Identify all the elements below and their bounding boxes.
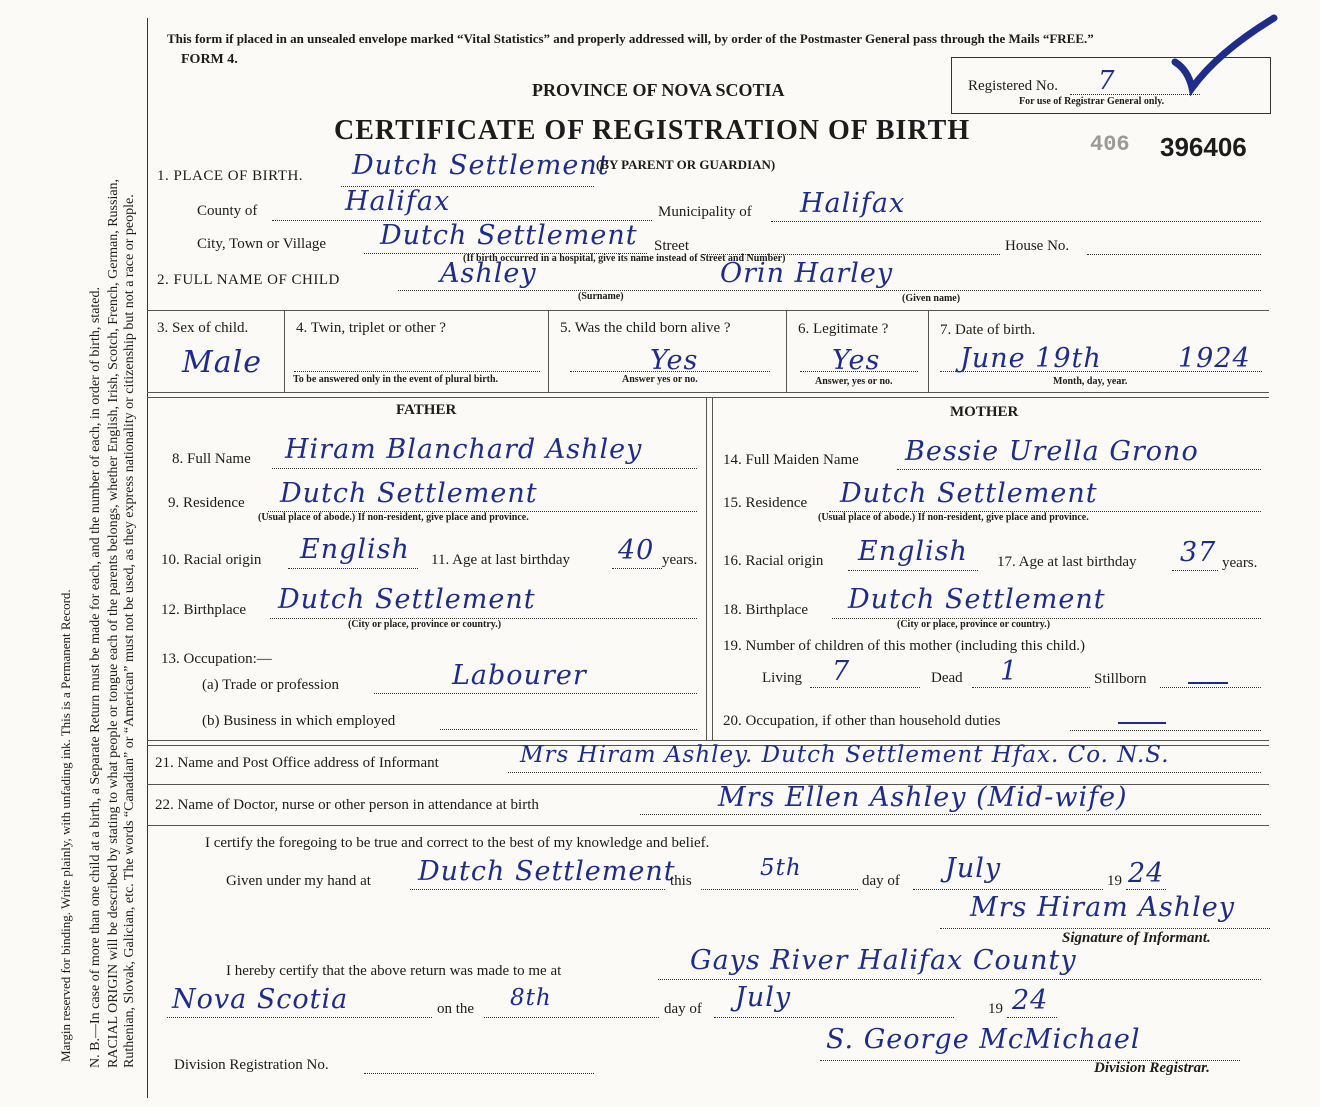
margin-note-4: Ruthenian, Slovak, Galician, etc. The words “Canadian” or “American” must not be used, as they express nationality or citizenship but not a race or people. xyxy=(122,194,137,1068)
children-count-label: 19. Number of children of this mother (including this child.) xyxy=(723,638,1086,654)
registered-note: For use of Registrar General only. xyxy=(1019,96,1165,107)
sex-label: 3. Sex of child. xyxy=(157,320,249,336)
stillborn-dash xyxy=(1188,682,1228,684)
dob-label: 7. Date of birth. xyxy=(940,322,1036,338)
business-label: (b) Business in which employed xyxy=(202,713,396,729)
alive-caption: Answer yes or no. xyxy=(622,374,698,385)
margin-note-3: RACIAL ORIGIN will be described by stating to what people or tongue each of the parents belongs, whether English, Irish, Scotch, French, German, Russian, xyxy=(106,178,121,1068)
doctor-value: Mrs Ellen Ashley (Mid-wife) xyxy=(718,782,1128,813)
check-mark xyxy=(1170,12,1280,97)
city-value: Dutch Settlement xyxy=(380,220,638,251)
by-parent: (BY PARENT OR GUARDIAN) xyxy=(596,157,776,172)
registrar-month: July xyxy=(735,982,792,1013)
father-name-label: 8. Full Name xyxy=(172,451,251,467)
form-number: FORM 4. xyxy=(181,52,238,67)
legitimate-label: 6. Legitimate ? xyxy=(798,321,889,337)
day-of-label: day of xyxy=(862,873,900,889)
year-prefix: 19 xyxy=(1107,873,1122,889)
mother-residence-label: 15. Residence xyxy=(723,495,808,511)
mother-age-label: 17. Age at last birthday xyxy=(997,554,1137,570)
doctor-label: 22. Name of Doctor, nurse or other person in attendance at birth xyxy=(155,797,539,813)
father-birthplace-caption: (City or place, province or country.) xyxy=(348,619,502,630)
living-value: 7 xyxy=(832,656,851,687)
father-birthplace-label: 12. Birthplace xyxy=(161,602,246,618)
dob-month-day: June 19th xyxy=(960,343,1102,374)
stamp-number: 396406 xyxy=(1160,132,1247,162)
alive-value: Yes xyxy=(650,345,699,376)
county-label: County of xyxy=(197,203,258,219)
father-residence-label: 9. Residence xyxy=(168,495,245,511)
registrar-signature: S. George McMichael xyxy=(826,1024,1141,1055)
father-years: years. xyxy=(662,552,698,568)
child-surname: Ashley xyxy=(440,258,537,289)
child-given-name: Orin Harley xyxy=(720,258,894,289)
mother-name: Bessie Urella Grono xyxy=(905,436,1199,467)
twin-note: To be answered only in the event of plural birth. xyxy=(293,374,499,385)
municipality-label: Municipality of xyxy=(658,204,752,220)
dead-value: 1 xyxy=(1000,656,1019,687)
mother-birthplace: Dutch Settlement xyxy=(848,584,1106,615)
mother-race: English xyxy=(858,536,968,567)
child-name-label: 2. FULL NAME OF CHILD xyxy=(157,272,340,288)
mother-heading: MOTHER xyxy=(950,404,1019,420)
father-race: English xyxy=(300,534,410,565)
dob-year: 1924 xyxy=(1178,343,1251,374)
city-label: City, Town or Village xyxy=(197,236,327,252)
day-value: 5th xyxy=(760,855,802,881)
mother-birthplace-label: 18. Birthplace xyxy=(723,602,808,618)
registered-value: 7 xyxy=(1098,66,1116,96)
certify-statement: I certify the foregoing to be true and correct to the best of my knowledge and belief. xyxy=(205,835,710,851)
father-heading: FATHER xyxy=(396,402,457,418)
year-suffix: 24 xyxy=(1128,858,1165,889)
street-label: Street xyxy=(654,238,689,254)
informant-signature: Mrs Hiram Ashley xyxy=(970,892,1235,923)
registrar-year-suffix: 24 xyxy=(1012,985,1049,1016)
mother-residence: Dutch Settlement xyxy=(840,478,1098,509)
occupation-label: 13. Occupation:— xyxy=(161,651,272,667)
registered-label: Registered No. xyxy=(968,78,1058,94)
given-caption: (Given name) xyxy=(902,293,961,304)
legitimate-value: Yes xyxy=(832,345,881,376)
informant-label: 21. Name and Post Office address of Informant xyxy=(155,755,439,771)
mother-occupation-label: 20. Occupation, if other than household duties xyxy=(723,713,1001,729)
given-place: Dutch Settlement xyxy=(418,856,676,887)
on-the-label: on the xyxy=(437,1001,475,1017)
living-label: Living xyxy=(762,670,802,686)
month-value: July xyxy=(945,853,1002,884)
mother-birthplace-caption: (City or place, province or country.) xyxy=(897,619,1051,630)
division-no-label: Division Registration No. xyxy=(174,1057,329,1073)
registrar-place-1: Gays River Halifax County xyxy=(690,945,1077,976)
father-race-label: 10. Racial origin xyxy=(161,552,262,568)
stamp-faint: 406 xyxy=(1090,132,1130,157)
father-age-label: 11. Age at last birthday xyxy=(431,552,570,568)
place-value: Dutch Settlement xyxy=(352,150,610,181)
father-residence-caption: (Usual place of abode.) If non-resident, give place and province. xyxy=(258,512,529,523)
dob-caption: Month, day, year. xyxy=(1053,376,1128,387)
county-value: Halifax xyxy=(345,186,451,217)
registrar-statement: I hereby certify that the above return was made to me at xyxy=(226,963,562,979)
house-label: House No. xyxy=(1005,238,1070,254)
mother-residence-caption: (Usual place of abode.) If non-resident, give place and province. xyxy=(818,512,1089,523)
mother-name-label: 14. Full Maiden Name xyxy=(723,452,859,468)
trade-label: (a) Trade or profession xyxy=(202,677,340,693)
legitimate-caption: Answer, yes or no. xyxy=(815,376,893,387)
trade-value: Labourer xyxy=(452,660,587,691)
margin-note-1: Margin reserved for binding. Write plainly, with unfading ink. This is a Permanent Record. xyxy=(58,589,73,1062)
mother-age: 37 xyxy=(1180,537,1217,568)
father-age: 40 xyxy=(618,535,655,566)
postal-notice: This form if placed in an unsealed envelope marked “Vital Statistics” and properly addressed will, by order of the Postmaster General pass through the Mails “FREE.” xyxy=(167,31,1094,46)
registrar-day-of: day of xyxy=(664,1001,702,1017)
form-left-border xyxy=(147,18,148,1098)
alive-label: 5. Was the child born alive ? xyxy=(560,320,731,336)
registrar-day: 8th xyxy=(510,985,552,1011)
mother-occupation-dash xyxy=(1118,722,1166,724)
this-label: this xyxy=(670,873,692,889)
dead-label: Dead xyxy=(931,670,963,686)
margin-note-2: N. B.—In case of more than one child at a birth, a Separate Return must be made for each, and the number of each, in order of birth, stated. xyxy=(88,286,103,1068)
municipality-value: Halifax xyxy=(800,188,906,219)
father-name: Hiram Blanchard Ashley xyxy=(285,434,643,465)
province-title: PROVINCE OF NOVA SCOTIA xyxy=(532,80,785,100)
certificate-title: CERTIFICATE OF REGISTRATION OF BIRTH xyxy=(334,115,971,146)
sex-value: Male xyxy=(182,345,262,380)
informant-signature-caption: Signature of Informant. xyxy=(1062,930,1211,946)
father-birthplace: Dutch Settlement xyxy=(278,584,536,615)
surname-caption: (Surname) xyxy=(578,291,624,302)
given-under-label: Given under my hand at xyxy=(226,873,371,889)
registrar-year-prefix: 19 xyxy=(988,1001,1003,1017)
stillborn-label: Stillborn xyxy=(1094,671,1147,687)
registrar-place-2: Nova Scotia xyxy=(172,984,349,1015)
informant-value: Mrs Hiram Ashley. Dutch Settlement Hfax. Co. N.S. xyxy=(520,742,1170,768)
hospital-note: (If birth occurred in a hospital, give its name instead of Street and Number) xyxy=(463,253,786,264)
registrar-caption: Division Registrar. xyxy=(1094,1060,1210,1076)
place-label: 1. PLACE OF BIRTH. xyxy=(157,168,304,184)
mother-race-label: 16. Racial origin xyxy=(723,553,824,569)
twin-label: 4. Twin, triplet or other ? xyxy=(296,320,446,336)
mother-years: years. xyxy=(1222,555,1258,571)
father-residence: Dutch Settlement xyxy=(280,478,538,509)
